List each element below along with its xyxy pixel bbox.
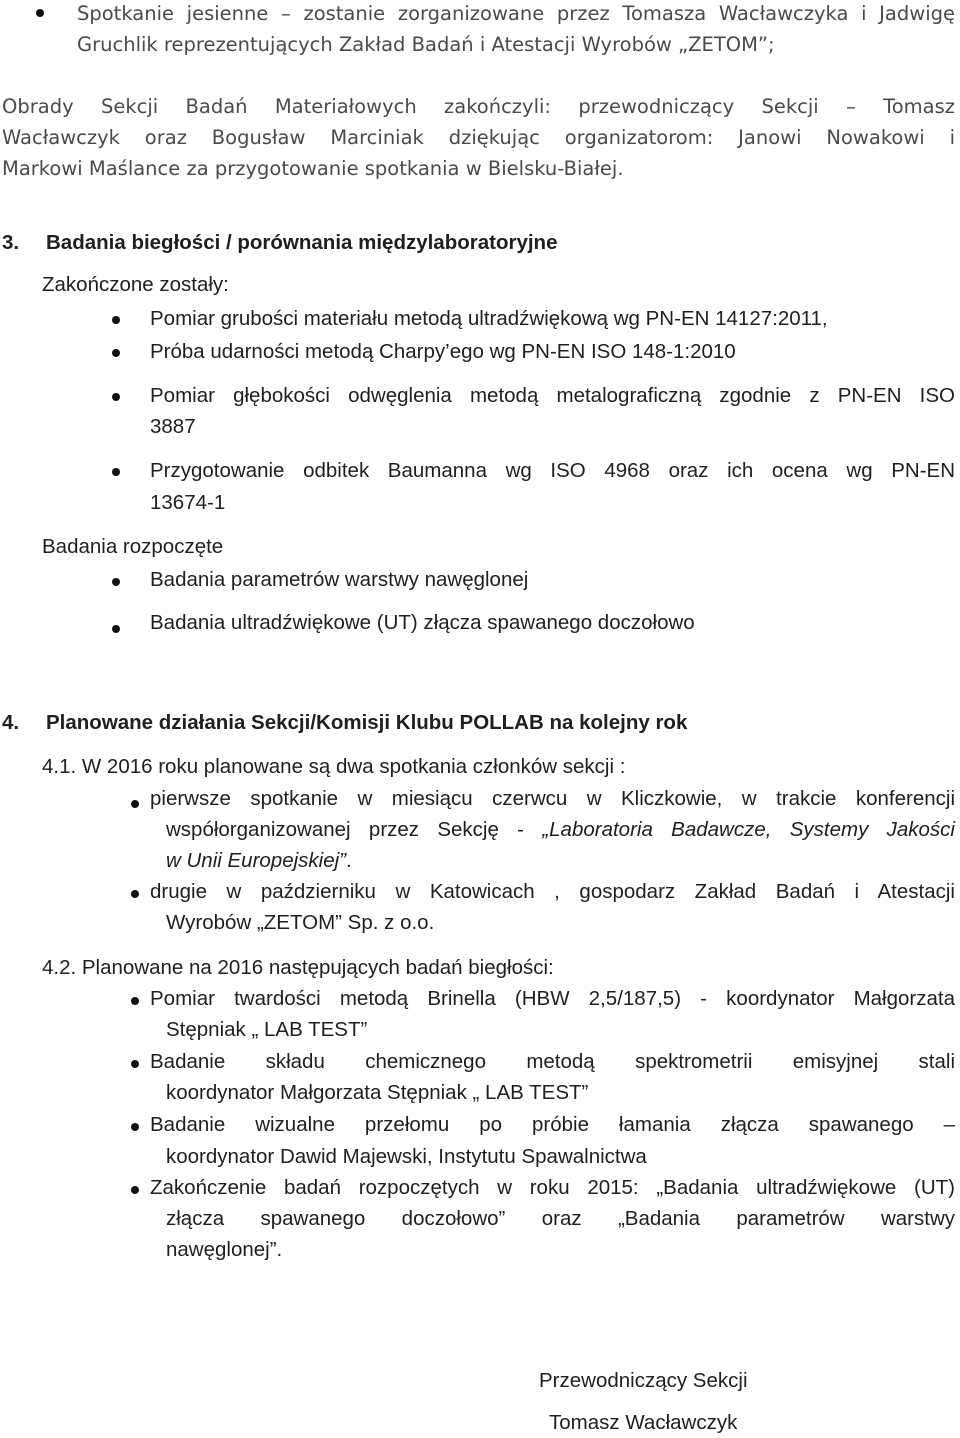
p42-item3-line2: koordynator Dawid Majewski, Instytutu Spawalnictwa	[166, 1145, 647, 1168]
p42-item2-line1: Badanie składu chemicznego metodą spektrometrii emisyjnej stali	[150, 1050, 955, 1073]
s2-para-line2: Wacławczyk oraz Bogusław Marciniak dziękując organizatorom: Janowi Nowakowi i	[2, 126, 955, 149]
bullet-dot	[131, 890, 139, 898]
bullet-dot	[112, 316, 120, 324]
bullet-dot	[112, 625, 120, 633]
p41-item1-line3a: w Unii Europejskiej”	[166, 849, 347, 872]
s2-bullet-line2: Gruchlik reprezentujących Zakład Badań i Atestacji Wyrobów „ZETOM”;	[77, 33, 775, 56]
signature-role: Przewodniczący Sekcji	[539, 1369, 748, 1392]
p41-item2-line2: Wyrobów „ZETOM” Sp. z o.o.	[166, 911, 435, 934]
p41-item1-line2a: współorganizowanej przez Sekcję -	[166, 818, 543, 841]
subsection-4-2: 4.2. Planowane na 2016 następujących badań biegłości:	[42, 956, 554, 979]
bullet-dot	[131, 1123, 139, 1131]
section-3-number: 3.	[2, 231, 20, 254]
p41-item1-line3b: .	[346, 849, 352, 872]
completed-item: Pomiar głębokości odwęglenia metodą metalograficzną zgodnie z PN-EN ISO	[150, 384, 955, 407]
s2-para-line3: Markowi Maślance za przygotowanie spotkania w Bielsku-Białej.	[2, 157, 624, 180]
p42-item4-line3: nawęglonej”.	[166, 1238, 283, 1261]
bullet-dot	[131, 1186, 139, 1194]
bullet-dot	[112, 578, 120, 586]
bullet-dot	[131, 800, 139, 808]
p42-item4-line1: Zakończenie badań rozpoczętych w roku 2015: „Badania ultradźwiękowe (UT)	[150, 1176, 955, 1199]
p41-item1-line2	[166, 818, 955, 842]
s2-para-line1: Obrady Sekcji Badań Materiałowych zakończyli: przewodniczący Sekcji – Tomasz	[2, 95, 955, 118]
p41-item1-line1: pierwsze spotkanie w miesiącu czerwcu w Kliczkowie, w trakcie konferencji	[150, 787, 955, 810]
p41-item1-line2b: „Laboratoria Badawcze, Systemy Jakości	[542, 818, 955, 841]
started-item: Badania ultradźwiękowe (UT) złącza spawanego doczołowo	[150, 611, 695, 634]
completed-item: Przygotowanie odbitek Baumanna wg ISO 4968 oraz ich ocena wg PN-EN	[150, 459, 955, 482]
bullet-dot	[36, 9, 44, 17]
p41-item1-line3	[166, 849, 352, 873]
section-4-number: 4.	[2, 711, 20, 734]
p42-item3-line1: Badanie wizualne przełomu po próbie łamania złącza spawanego –	[150, 1113, 955, 1136]
started-label: Badania rozpoczęte	[42, 535, 224, 558]
p42-item1-line1: Pomiar twardości metodą Brinella (HBW 2,5/187,5) - koordynator Małgorzata	[150, 987, 955, 1010]
s2-bullet-line1: Spotkanie jesienne – zostanie zorganizowane przez Tomasza Wacławczyka i Jadwigę	[77, 2, 955, 25]
completed-item-cont: 13674-1	[150, 491, 226, 514]
completed-item-cont: 3887	[150, 415, 196, 438]
bullet-dot	[112, 349, 120, 357]
completed-item: Próba udarności metodą Charpy’ego wg PN-EN ISO 148-1:2010	[150, 340, 736, 363]
p42-item1-line2: Stępniak „ LAB TEST”	[166, 1018, 368, 1041]
bullet-dot	[131, 1060, 139, 1068]
bullet-dot	[131, 997, 139, 1005]
p41-item2-line1: drugie w październiku w Katowicach , gospodarz Zakład Badań i Atestacji	[150, 880, 955, 903]
section-4-title: Planowane działania Sekcji/Komisji Klubu POLLAB na kolejny rok	[46, 711, 688, 734]
signature-name: Tomasz Wacławczyk	[549, 1411, 738, 1434]
section-3-title: Badania biegłości / porównania międzylaboratoryjne	[46, 231, 558, 254]
bullet-dot	[112, 393, 120, 401]
p42-item4-line2: złącza spawanego doczołowo” oraz „Badania parametrów warstwy	[166, 1207, 955, 1230]
bullet-dot	[112, 468, 120, 476]
started-item: Badania parametrów warstwy nawęglonej	[150, 568, 529, 591]
completed-item: Pomiar grubości materiału metodą ultradźwiękową wg PN-EN 14127:2011,	[150, 307, 828, 330]
completed-label: Zakończone zostały:	[42, 273, 229, 296]
p42-item2-line2: koordynator Małgorzata Stępniak „ LAB TEST”	[166, 1081, 589, 1104]
subsection-4-1: 4.1. W 2016 roku planowane są dwa spotkania członków sekcji :	[42, 755, 626, 778]
